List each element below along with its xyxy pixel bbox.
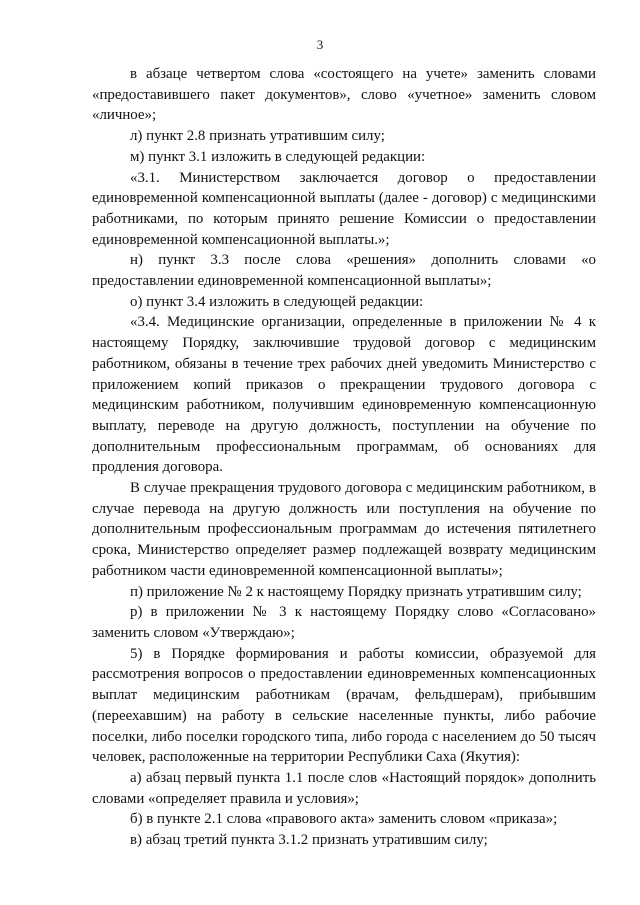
- paragraph: в) абзац третий пункта 3.1.2 признать утратившим силу;: [130, 832, 488, 849]
- paragraph: а) абзац первый пункта 1.1 после слов «Настоящий порядок» дополнить словами «определяет правила и условия»;: [92, 769, 596, 807]
- paragraph: б) в пункте 2.1 слова «правового акта» заменить словом «приказа»;: [130, 811, 558, 828]
- paragraph: н) пункт 3.3 после слова «решения» дополнить словами «о предоставлении единовременной компенсационной выплаты»;: [92, 252, 596, 290]
- paragraph: 5) в Порядке формирования и работы комиссии, образуемой для рассмотрения вопросов о предоставлении единовременных компенсационных выплат медицинским работникам (врачам, фельдшерам), прибывшим (переехавшим) на работу в сельские населенные пункты, либо рабочие поселки, либо поселки городского типа, либо города с населением до 50 тысяч человек, расположенные на территории Республики Саха (Якутия):: [92, 645, 596, 766]
- paragraph: р) в приложении № 3 к настоящему Порядку слово «Согласовано» заменить словом «Утверждаю»;: [92, 604, 596, 641]
- paragraph: В случае прекращения трудового договора с медицинским работником, в случае перевода на другую должность или поступления на обучение по дополнительным профессиональным программам до истечения пятилетнего срока, Министерство определяет размер подлежащей возврату медицинским работником части единовременной компенсационной выплаты»;: [92, 480, 596, 579]
- paragraph: «3.4. Медицинские организации, определенные в приложении № 4 к настоящему Порядку, заключившие трудовой договор с медицинским работником, обязаны в течение трех рабочих дней уведомить Министерство с приложением копий приказов о прекращении трудового договора с медицинским работником, получившим единовременную компенсационную выплату, переводе на другую должность, поступлении на обучение по дополнительным профессиональным программам, об основаниях для продления договора.: [92, 314, 596, 476]
- page-number: 3: [316, 37, 324, 52]
- paragraph: о) пункт 3.4 изложить в следующей редакции:: [130, 293, 424, 310]
- paragraph: л) пункт 2.8 признать утратившим силу;: [130, 128, 385, 145]
- document-body: [92, 64, 596, 851]
- paragraph: в абзаце четвертом слова «состоящего на учете» заменить словами «предоставившего пакет документов», слово «учетное» заменить словом «личное»;: [92, 66, 596, 124]
- paragraph: м) пункт 3.1 изложить в следующей редакции:: [130, 148, 426, 165]
- paragraph: п) приложение № 2 к настоящему Порядку признать утратившим силу;: [130, 583, 582, 600]
- paragraph: «3.1. Министерством заключается договор о предоставлении единовременной компенсационной выплаты (далее - договор) с медицинскими работниками, по которым принято решение Комиссии о предоставлении единовременной компенсационной выплаты.»;: [92, 169, 596, 248]
